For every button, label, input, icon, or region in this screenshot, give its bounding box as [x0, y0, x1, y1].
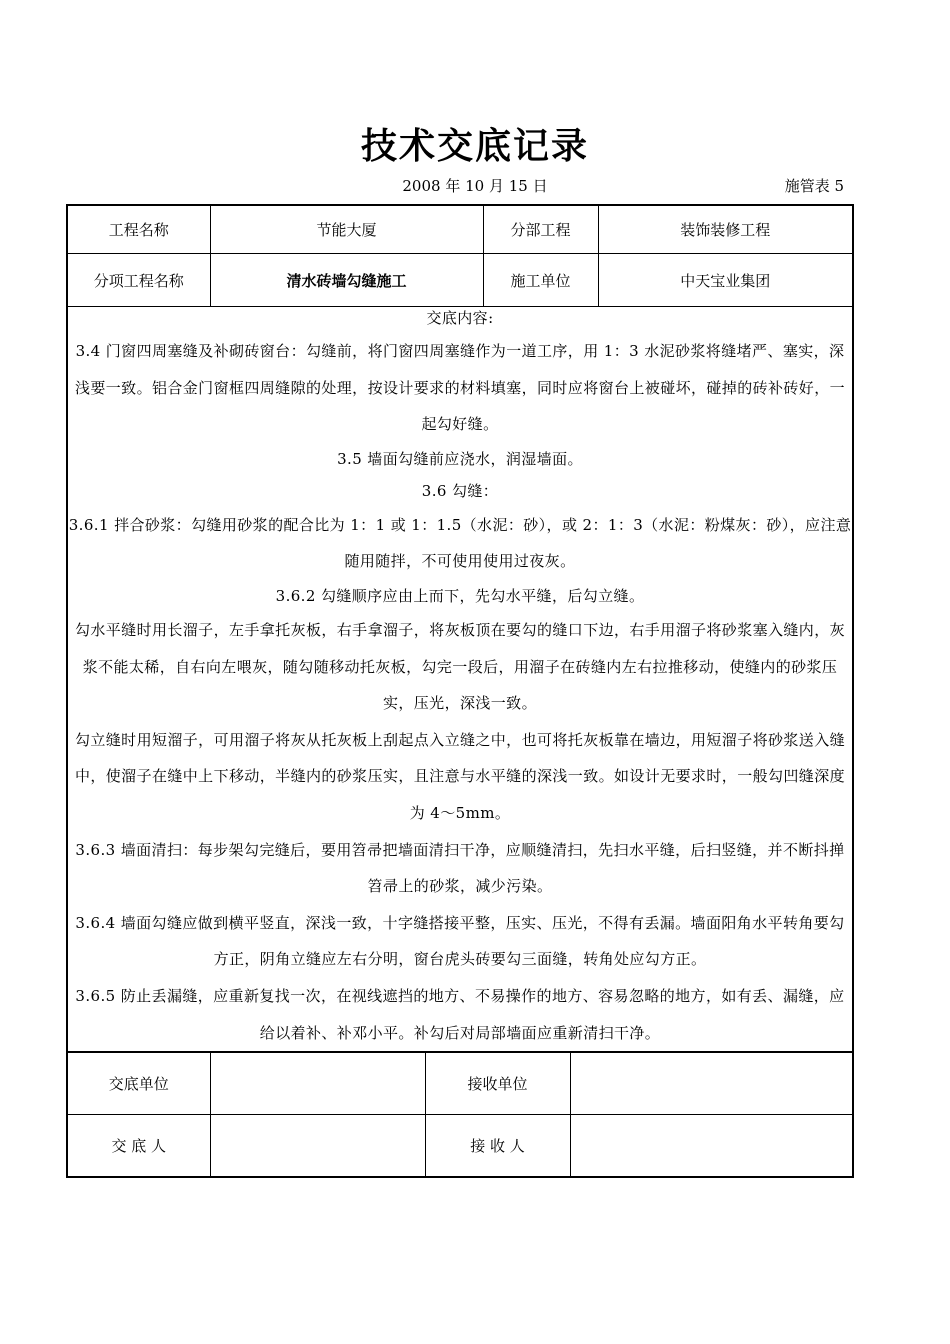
content-paragraph: 3.6.4 墙面勾缝应做到横平竖直，深浅一致，十字缝搭接平整，压实、压光，不得有丢漏。墙面阳角水平转角要勾方正，阴角立缝应左右分明，窗台虎头砖要勾三面缝，转角处应勾方正。 — [75, 913, 845, 969]
receiver-unit-label: 接收单位 — [425, 1053, 570, 1115]
division-value: 装饰装修工程 — [598, 205, 853, 254]
form-number: 施管表 5 — [784, 177, 844, 195]
project-name-label: 工程名称 — [67, 205, 210, 254]
content-paragraph: 3.6.2 勾缝顺序应由上而下，先勾水平缝，后勾立缝。 — [275, 586, 645, 605]
content-paragraph: 勾立缝时用短溜子，可用溜子将灰从托灰板上刮起点入立缝之中，也可将托灰板靠在墙边，用短溜子将砂浆送入缝中，使溜子在缝中上下移动，半缝内的砂浆压实，且注意与水平缝的深浅一致。如设计无要求时，一般勾凹缝深度为 4～5mm。 — [74, 730, 845, 822]
issuer-label: 交 底 人 — [67, 1115, 210, 1178]
signature-row-unit — [67, 1053, 853, 1115]
content-paragraph: 3.6 勾缝： — [421, 481, 499, 500]
issuer-unit-label: 交底单位 — [67, 1053, 210, 1115]
content-heading: 交底内容: — [426, 309, 494, 327]
record-table — [66, 204, 854, 1053]
receiver-field[interactable] — [570, 1115, 853, 1178]
content-paragraph: 3.4 门窗四周塞缝及补砌砖窗台：勾缝前，将门窗四周塞缝作为一道工序，用 1：3 水泥砂浆将缝堵严、塞实，深浅要一致。铝合金门窗框四周缝隙的处理，按设计要求的材料填塞，同时应将窗台上被碰坏，碰掉的砖补砖好，一起勾好缝。 — [74, 342, 845, 434]
subitem-value: 清水砖墙勾缝施工 — [210, 254, 483, 307]
subitem-label: 分项工程名称 — [67, 254, 210, 307]
content-paragraph: 3.6.1 拌合砂浆：勾缝用砂浆的配合比为 1：1 或 1：1.5（水泥：砂），或 2：1：3（水泥：粉煤灰：砂），应注意随用随拌，不可使用使用过夜灰。 — [68, 515, 852, 571]
signature-row-person — [67, 1115, 853, 1178]
receiver-label: 接 收 人 — [425, 1115, 570, 1178]
contractor-value: 中天宝业集团 — [598, 254, 853, 307]
signature-table — [66, 1052, 854, 1178]
content-paragraph: 3.6.3 墙面清扫：每步架勾完缝后，要用笤帚把墙面清扫干净，应顺缝清扫，先扫水平缝，后扫竖缝，并不断抖掸笤帚上的砂浆，减少污染。 — [75, 840, 845, 896]
content-paragraph: 3.6.5 防止丢漏缝，应重新复找一次，在视线遮挡的地方、不易操作的地方、容易忽略的地方，如有丢、漏缝，应给以着补、补邓小平。补勾后对局部墙面应重新清扫干净。 — [75, 986, 845, 1042]
page-title: 技术交底记录 — [360, 126, 589, 167]
content-paragraph: 3.5 墙面勾缝前应浇水，润湿墙面。 — [337, 449, 583, 468]
issuer-field[interactable] — [210, 1115, 425, 1178]
division-label: 分部工程 — [483, 205, 598, 254]
content-row — [67, 307, 853, 1053]
header-row-1 — [67, 205, 853, 254]
receiver-unit-field[interactable] — [570, 1053, 853, 1115]
issuer-unit-field[interactable] — [210, 1053, 425, 1115]
header-row-2 — [67, 254, 853, 307]
content-paragraph: 勾水平缝时用长溜子，左手拿托灰板，右手拿溜子，将灰板顶在要勾的缝口下边，右手用溜子将砂浆塞入缝内，灰浆不能太稀，自右向左喂灰，随勾随移动托灰板，勾完一段后，用溜子在砖缝内左右拉推移动，使缝内的砂浆压实，压光，深浅一致。 — [74, 620, 845, 713]
disclosure-content — [67, 307, 853, 1053]
record-date: 2008 年 10 月 15 日 — [402, 177, 548, 195]
project-name-value: 节能大厦 — [210, 205, 483, 254]
contractor-label: 施工单位 — [483, 254, 598, 307]
